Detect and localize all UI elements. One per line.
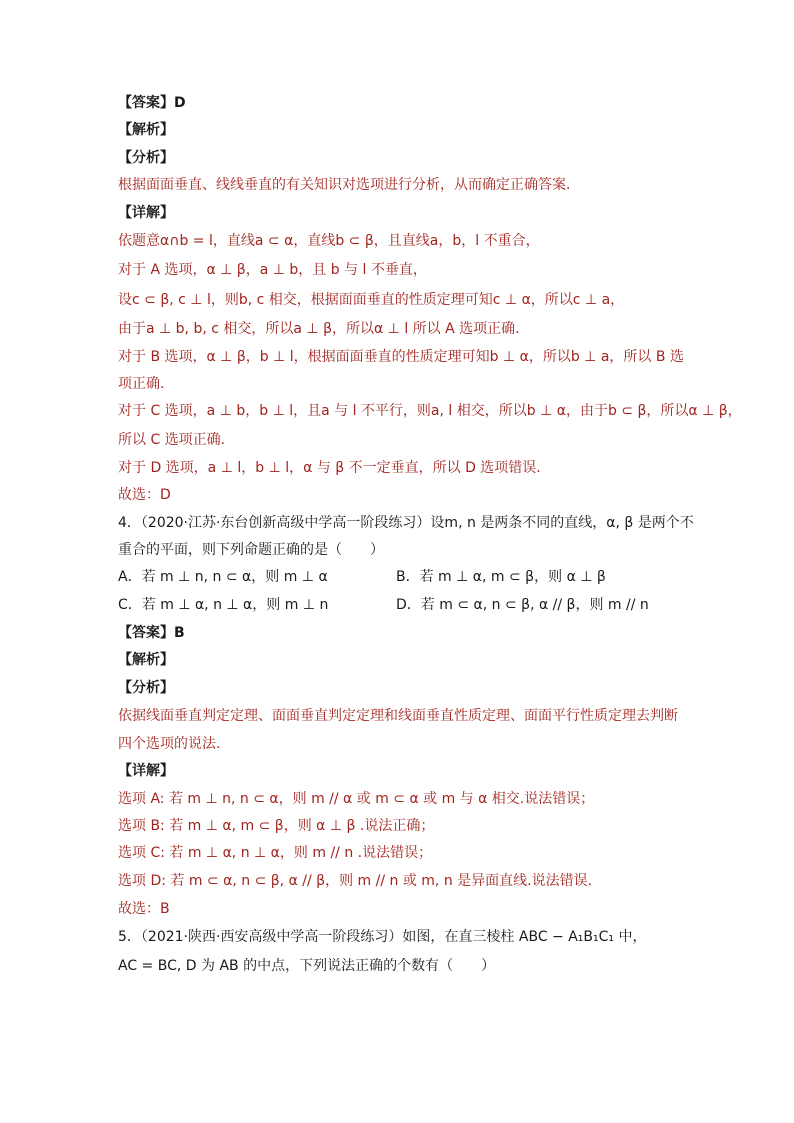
reasoning-heading: 【分析】 [118, 680, 174, 696]
detail-line: 对于 D 选项，a ⊥ l，b ⊥ l，α 与 β 不一定垂直，所以 D 选项错误. [118, 460, 541, 476]
option-b: B．若 m ⊥ α, m ⊂ β，则 α ⊥ β [396, 569, 606, 585]
answer-label: 【答案】D [118, 95, 186, 111]
question-5-stem: 5．（2021·陕西·西安高级中学高一阶段练习）如图，在直三棱柱 ABC − A₁B₁C₁ 中， [118, 929, 647, 945]
reasoning-text: 依据线面垂直判定定理、面面垂直判定定理和线面垂直性质定理、面面平行性质定理去判断 [118, 708, 678, 724]
option-c: C．若 m ⊥ α, n ⊥ α，则 m ⊥ n [118, 597, 329, 613]
detail-heading: 【详解】 [118, 205, 174, 221]
detail-line: 选项 A: 若 m ⊥ n, n ⊂ α，则 m // α 或 m ⊂ α 或 m 与 α 相交.说法错误； [118, 791, 595, 807]
question-4-stem: 重合的平面，则下列命题正确的是（ ） [118, 542, 384, 558]
detail-line: 对于 A 选项，α ⊥ β，a ⊥ b，且 b 与 l 不垂直， [118, 262, 427, 278]
question-4-options-row [118, 564, 674, 591]
reasoning-text: 四个选项的说法. [118, 736, 221, 752]
final-choice: 故选：B [118, 901, 170, 917]
reasoning-text: 根据面面垂直、线线垂直的有关知识对选项进行分析，从而确定正确答案. [118, 177, 571, 193]
detail-line: 对于 B 选项，α ⊥ β，b ⊥ l，根据面面垂直的性质定理可知b ⊥ α，所以b ⊥ a，所以 B 选 [118, 349, 684, 365]
detail-heading: 【详解】 [118, 763, 174, 779]
detail-line: 设c ⊂ β, c ⊥ l，则b, c 相交，根据面面垂直的性质定理可知c ⊥ α，所以c ⊥ a， [118, 292, 625, 308]
final-choice: 故选：D [118, 487, 171, 503]
detail-line: 所以 C 选项正确. [118, 432, 226, 448]
question-4-options-row [118, 592, 674, 619]
option-a: A．若 m ⊥ n, n ⊂ α，则 m ⊥ α [118, 569, 328, 585]
detail-line: 由于a ⊥ b, b, c 相交，所以a ⊥ β，所以α ⊥ l 所以 A 选项正确. [118, 321, 520, 337]
detail-line: 选项 C: 若 m ⊥ α, n ⊥ α，则 m // n .说法错误； [118, 845, 433, 861]
question-5-stem: AC = BC, D 为 AB 的中点，下列说法正确的个数有（ ） [118, 958, 496, 974]
reasoning-heading: 【分析】 [118, 150, 174, 166]
detail-line: 选项 B: 若 m ⊥ α, m ⊂ β，则 α ⊥ β .说法正确； [118, 818, 435, 834]
question-4-stem: 4．（2020·江苏·东台创新高级中学高一阶段练习）设m, n 是两条不同的直线，α, β 是两个不 [118, 515, 694, 531]
detail-line: 依题意α∩b = l，直线a ⊂ α，直线b ⊂ β，且直线a，b，l 不重合， [118, 233, 540, 249]
detail-line: 选项 D: 若 m ⊂ α, n ⊂ β, α // β，则 m // n 或 m, n 是异面直线.说法错误. [118, 873, 593, 889]
answer-label: 【答案】B [118, 625, 185, 641]
analysis-heading: 【解析】 [118, 652, 174, 668]
detail-line: 项正确. [118, 376, 165, 392]
option-d: D．若 m ⊂ α, n ⊂ β, α // β，则 m // n [396, 597, 649, 613]
analysis-heading: 【解析】 [118, 122, 174, 138]
detail-line: 对于 C 选项，a ⊥ b，b ⊥ l，且a 与 l 不平行，则a, l 相交，所以b ⊥ α，由于b ⊂ β，所以α ⊥ β， [118, 403, 742, 419]
